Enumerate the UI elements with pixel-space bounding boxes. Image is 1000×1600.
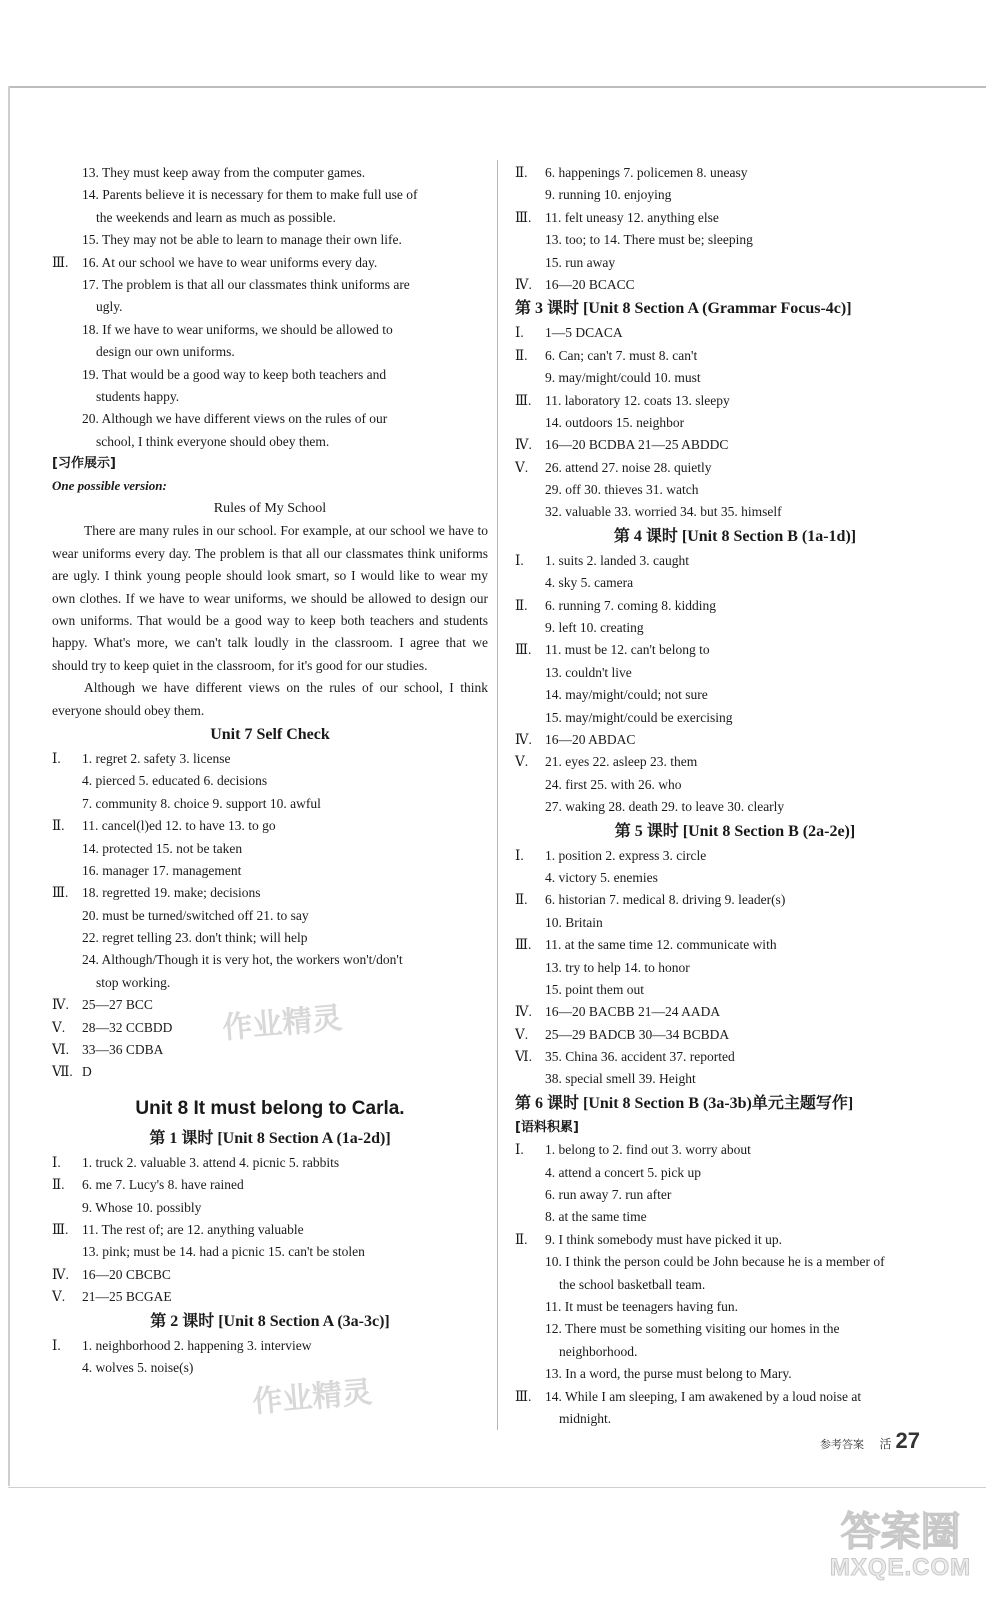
answer-text: 15. run away (545, 254, 616, 270)
section-numeral: Ⅶ. (52, 1064, 73, 1080)
answer-text: 11. It must be teenagers having fun. (545, 1298, 738, 1314)
answer-line (515, 1206, 955, 1228)
answer-line (515, 867, 955, 889)
answer-text: 11. cancel(l)ed 12. to have 13. to go (82, 818, 276, 834)
answer-line (52, 1152, 488, 1174)
answer-text: 17. The problem is that all our classmates think uniforms are (82, 276, 410, 292)
answer-line (52, 793, 488, 815)
section-numeral: Ⅳ. (52, 997, 69, 1013)
section-numeral: Ⅵ. (52, 1042, 69, 1058)
footer-activity: 活 (879, 1437, 892, 1451)
answer-text: 26. attend 27. noise 28. quietly (545, 459, 712, 475)
self-check-heading: Unit 7 Self Check (210, 725, 330, 743)
answer-line (515, 774, 955, 796)
answer-line (515, 162, 955, 184)
answer-text: 6. Can; can't 7. must 8. can't (545, 347, 698, 363)
answer-text: 28—32 CCBDD (82, 1019, 173, 1035)
answer-line (515, 1001, 955, 1023)
answer-text: school, I think everyone should obey them. (96, 433, 330, 449)
section-numeral: Ⅱ. (515, 347, 528, 363)
answer-line (515, 1068, 955, 1090)
answer-text: 13. try to help 14. to honor (545, 959, 690, 975)
section-numeral: Ⅱ. (52, 1177, 65, 1193)
answer-list (52, 162, 488, 453)
answer-text: 14. may/might/could; not sure (545, 687, 708, 703)
answer-text: 11. felt uneasy 12. anything else (545, 209, 719, 225)
answer-line (515, 729, 955, 751)
site-logo (808, 1500, 993, 1592)
lesson-heading: 第 2 课时 [Unit 8 Section A (3a-3c)] (150, 1312, 390, 1330)
answer-line (52, 927, 488, 949)
answer-text: 16. At our school we have to wear uniforms every day. (82, 254, 378, 270)
answer-line (515, 979, 955, 1001)
answer-text: 1. position 2. express 3. circle (545, 847, 707, 863)
answer-line (52, 229, 488, 251)
answer-line (52, 882, 488, 904)
section-numeral: Ⅰ. (52, 1337, 61, 1353)
watermark: 作业精灵 (221, 1000, 344, 1047)
answer-text: 11. laboratory 12. coats 13. sleepy (545, 392, 730, 408)
answer-list (52, 1335, 488, 1380)
answer-line (515, 550, 955, 572)
answer-line (515, 434, 955, 456)
lesson-heading: 第 4 课时 [Unit 8 Section B (1a-1d)] (613, 527, 857, 545)
answer-line (515, 1386, 955, 1408)
section-numeral: Ⅳ. (515, 731, 532, 747)
answer-text: 6. happenings 7. policemen 8. uneasy (545, 165, 748, 180)
section-numeral: Ⅴ. (515, 754, 529, 770)
answer-line (515, 252, 955, 274)
answer-text: D (82, 1064, 92, 1080)
answer-line (52, 408, 488, 430)
answer-text: 1. regret 2. safety 3. license (82, 750, 231, 766)
answer-line (515, 617, 955, 639)
answer-text: 9. I think somebody must have picked it up. (545, 1231, 782, 1247)
answer-text: the weekends and learn as much as possible. (96, 209, 336, 225)
answer-text: 10. Britain (545, 914, 603, 930)
answer-text: 13. pink; must be 14. had a picnic 15. can't be stolen (82, 1244, 365, 1260)
answer-text: 13. They must keep away from the computer games. (82, 165, 366, 180)
answer-line (515, 1274, 955, 1296)
answer-line (515, 1229, 955, 1251)
answer-text: neighborhood. (559, 1343, 638, 1359)
answer-line (515, 1139, 955, 1161)
logo-text: 答案圈 (840, 1509, 961, 1555)
section-numeral: Ⅳ. (52, 1266, 69, 1282)
answer-line (52, 838, 488, 860)
footer-label: 参考答案 (820, 1438, 864, 1451)
answer-text: 9. Whose 10. possibly (82, 1199, 202, 1215)
section-numeral: Ⅲ. (52, 885, 69, 901)
answer-text: 16—20 BCDBA 21—25 ABDDC (545, 437, 729, 453)
answer-text: 9. running 10. enjoying (545, 187, 672, 203)
answer-text: 10. I think the person could be John because he is a member of (545, 1254, 885, 1270)
section-numeral: Ⅲ. (515, 1388, 532, 1404)
section-numeral: Ⅲ. (515, 209, 532, 225)
answer-text: ugly. (96, 299, 123, 315)
answer-line (52, 431, 488, 453)
answer-line (52, 1197, 488, 1219)
answer-text: 4. attend a concert 5. pick up (545, 1164, 701, 1180)
answer-line (52, 748, 488, 770)
answer-text: 24. first 25. with 26. who (545, 776, 682, 792)
answer-text: 16—20 BACBB 21—24 AADA (545, 1004, 721, 1020)
version-label: One possible version: (52, 478, 167, 494)
section-numeral: Ⅳ. (515, 1004, 532, 1020)
answer-text: 15. point them out (545, 981, 644, 997)
answer-line (515, 912, 955, 934)
answer-line (52, 972, 488, 994)
answer-line (52, 162, 488, 184)
answer-text: 21—25 BCGAE (82, 1289, 172, 1305)
answer-list (515, 1139, 955, 1430)
right-column (515, 162, 955, 1430)
answer-text: 32. valuable 33. worried 34. but 35. himself (545, 504, 782, 520)
unit-heading: Unit 8 It must belong to Carla. (135, 1097, 405, 1119)
answer-text: 15. They may not be able to learn to manage their own life. (82, 232, 402, 248)
answer-text: 18. regretted 19. make; decisions (82, 885, 261, 901)
page-footer (820, 1428, 920, 1454)
answer-text: stop working. (96, 974, 171, 990)
answer-line (52, 296, 488, 318)
answer-text: students happy. (96, 388, 180, 404)
answer-text: 4. wolves 5. noise(s) (82, 1359, 194, 1375)
lesson-heading: 第 3 课时 [Unit 8 Section A (Grammar Focus-4c)] (515, 300, 852, 318)
answer-list (515, 550, 955, 819)
answer-text: 13. too; to 14. There must be; sleeping (545, 232, 753, 248)
answer-line (515, 1318, 955, 1340)
answer-text: 4. sky 5. camera (545, 575, 634, 591)
section-numeral: Ⅴ. (515, 459, 529, 475)
answer-text: 16—20 BCACC (545, 276, 635, 292)
answer-text: 27. waking 28. death 29. to leave 30. clearly (545, 799, 785, 815)
answer-text: 6. run away 7. run after (545, 1187, 672, 1203)
answer-line (515, 572, 955, 594)
answer-line (52, 274, 488, 296)
bottom-rule (8, 1487, 986, 1488)
answer-text: 14. outdoors 15. neighbor (545, 414, 685, 430)
section-numeral: Ⅲ. (515, 642, 532, 658)
answer-line (515, 501, 955, 523)
section-numeral: Ⅴ. (515, 1026, 529, 1042)
page-number: 27 (895, 1428, 920, 1453)
answer-line (515, 184, 955, 206)
answer-text: 1. suits 2. landed 3. caught (545, 552, 689, 568)
answer-text: 14. While I am sleeping, I am awakened by a loud noise at (545, 1388, 862, 1404)
answer-text: 18. If we have to wear uniforms, we should be allowed to (82, 321, 393, 337)
section-numeral: Ⅳ. (515, 437, 532, 453)
section-numeral: Ⅰ. (515, 552, 524, 568)
answer-line (515, 684, 955, 706)
answer-text: 13. couldn't live (545, 664, 632, 680)
answer-line (52, 364, 488, 386)
answer-line (515, 1251, 955, 1273)
section-numeral: Ⅲ. (52, 1221, 69, 1237)
answer-line (515, 1408, 955, 1430)
answer-text: 33—36 CDBA (82, 1042, 164, 1058)
answer-text: 20. Although we have different views on the rules of our (82, 411, 388, 427)
answer-text: 4. victory 5. enemies (545, 869, 658, 885)
section-numeral: Ⅳ. (515, 276, 532, 292)
lesson-heading: 第 6 课时 [Unit 8 Section B (3a-3b)单元主题写作] (515, 1094, 854, 1112)
section-numeral: Ⅰ. (515, 847, 524, 863)
answer-text: 1. neighborhood 2. happening 3. interview (82, 1337, 312, 1353)
answer-line (515, 479, 955, 501)
section-numeral: Ⅴ. (52, 1289, 66, 1305)
answer-line (52, 1241, 488, 1263)
answer-line (515, 1162, 955, 1184)
answer-text: 1. belong to 2. find out 3. worry about (545, 1142, 751, 1158)
section-numeral: Ⅰ. (515, 1142, 524, 1158)
corpus-section-label: [语料积累] (515, 1119, 579, 1135)
section-numeral: Ⅰ. (52, 1154, 61, 1170)
answer-line (52, 252, 488, 274)
answer-line (515, 595, 955, 617)
answer-line (52, 770, 488, 792)
answer-text: 11. The rest of; are 12. anything valuable (82, 1221, 304, 1237)
answer-text: 1. truck 2. valuable 3. attend 4. picnic 5. rabbits (82, 1154, 340, 1170)
section-numeral: Ⅰ. (52, 750, 61, 766)
answer-text: 7. community 8. choice 9. support 10. awful (82, 795, 321, 811)
section-numeral: Ⅲ. (515, 392, 532, 408)
answer-text: 35. China 36. accident 37. reported (545, 1049, 735, 1065)
answer-text: 14. protected 15. not be taken (82, 840, 243, 856)
answer-text: 19. That would be a good way to keep both teachers and (82, 366, 387, 382)
writing-section-label: [习作展示] (52, 456, 116, 472)
section-numeral: Ⅱ. (515, 1231, 528, 1247)
answer-text: 29. off 30. thieves 31. watch (545, 482, 699, 498)
answer-text: 24. Although/Though it is very hot, the workers won't/don't (82, 952, 403, 968)
answer-text: 4. pierced 5. educated 6. decisions (82, 773, 268, 789)
section-numeral: Ⅵ. (515, 1049, 532, 1065)
section-numeral: Ⅱ. (515, 892, 528, 908)
answer-text: the school basketball team. (559, 1276, 706, 1292)
answer-text: 22. regret telling 23. don't think; will help (82, 930, 308, 946)
section-numeral: Ⅱ. (515, 597, 528, 613)
answer-list (515, 162, 955, 296)
answer-text: 12. There must be something visiting our homes in the (545, 1321, 840, 1337)
answer-line (52, 1219, 488, 1241)
section-numeral: Ⅲ. (52, 254, 69, 270)
section-numeral: Ⅴ. (52, 1019, 66, 1035)
answer-text: 38. special smell 39. Height (545, 1071, 696, 1087)
answer-line (515, 367, 955, 389)
answer-text: 6. running 7. coming 8. kidding (545, 597, 716, 613)
answer-line (52, 1174, 488, 1196)
answer-line (52, 386, 488, 408)
answer-line (515, 412, 955, 434)
answer-line (515, 322, 955, 344)
section-numeral: Ⅱ. (52, 818, 65, 834)
answer-text: midnight. (559, 1410, 612, 1426)
answer-line (52, 319, 488, 341)
answer-text: 11. must be 12. can't belong to (545, 642, 710, 658)
answer-line (515, 390, 955, 412)
essay-paragraph: There are many rules in our school. For example, at our school we have to wear uniforms every day. The problem is that all our classmates think uniforms are ugly. I think young people should look smart, so I would like to wear my own clothes. If we have to wear uniforms, we should be allowed to design our own uniforms. That would be a good way to keep both teachers and students happy. What's more, we can't talk loudly in the classroom. I agree that we should try to keep quiet in the classroom, for it's good for our studies. (52, 523, 488, 673)
answer-text: 25—29 BADCB 30—34 BCBDA (545, 1026, 730, 1042)
answer-line (52, 1335, 488, 1357)
answer-text: 15. may/might/could be exercising (545, 709, 733, 725)
answer-line (515, 1296, 955, 1318)
lesson-heading: 第 5 课时 [Unit 8 Section B (2a-2e)] (614, 822, 856, 840)
answer-line (515, 1024, 955, 1046)
answer-text: 1—5 DCACA (545, 325, 623, 341)
lesson-heading: 第 1 课时 [Unit 8 Section A (1a-2d)] (149, 1129, 391, 1147)
answer-line (515, 957, 955, 979)
answer-line (52, 184, 488, 206)
answer-text: 6. historian 7. medical 8. driving 9. leader(s) (545, 892, 786, 908)
answer-text: 16—20 CBCBC (82, 1266, 171, 1282)
answer-line (515, 889, 955, 911)
answer-line (515, 274, 955, 296)
answer-list (515, 845, 955, 1091)
answer-line (515, 796, 955, 818)
section-numeral: Ⅱ. (515, 165, 528, 180)
section-numeral: Ⅲ. (515, 937, 532, 953)
answer-line (52, 815, 488, 837)
answer-text: 8. at the same time (545, 1209, 647, 1225)
answer-text: 6. me 7. Lucy's 8. have rained (82, 1177, 244, 1193)
answer-line (515, 639, 955, 661)
answer-text: 16. manager 17. management (82, 862, 242, 878)
answer-line (52, 341, 488, 363)
answer-line (52, 905, 488, 927)
essay-title: Rules of My School (213, 500, 327, 516)
answer-text: 16—20 ABDAC (545, 731, 636, 747)
answer-text: 21. eyes 22. asleep 23. them (545, 754, 698, 770)
answer-text: 13. In a word, the purse must belong to Mary. (545, 1366, 792, 1382)
answer-line (515, 934, 955, 956)
answer-line (515, 1046, 955, 1068)
answer-line (52, 949, 488, 971)
answer-line (515, 345, 955, 367)
left-column (52, 162, 488, 1379)
answer-line (515, 751, 955, 773)
section-numeral: Ⅰ. (515, 325, 524, 341)
answer-line (515, 707, 955, 729)
answer-line (52, 207, 488, 229)
left-rule (8, 86, 10, 1486)
essay-paragraph: Although we have different views on the rules of our school, I think everyone should obey them. (52, 680, 488, 718)
column-divider (497, 160, 498, 1430)
answer-line (515, 662, 955, 684)
answer-line (515, 207, 955, 229)
answer-list (52, 1152, 488, 1309)
answer-line (515, 1184, 955, 1206)
answer-text: 14. Parents believe it is necessary for them to make full use of (82, 187, 418, 203)
answer-line (515, 1363, 955, 1385)
answer-line (515, 457, 955, 479)
answer-list (515, 322, 955, 524)
answer-text: 9. left 10. creating (545, 620, 644, 636)
answer-line (515, 1341, 955, 1363)
watermark: 作业精灵 (251, 1374, 374, 1421)
answer-text: 11. at the same time 12. communicate with (545, 937, 777, 953)
answer-line (52, 1264, 488, 1286)
answer-text: 20. must be turned/switched off 21. to say (82, 907, 309, 923)
top-rule (8, 86, 986, 88)
answer-line (515, 845, 955, 867)
answer-text: 25—27 BCC (82, 997, 153, 1013)
answer-line (515, 229, 955, 251)
answer-text: design our own uniforms. (96, 344, 235, 360)
logo-url: MXQE.COM (829, 1554, 972, 1581)
answer-line (52, 1061, 488, 1083)
answer-line (52, 860, 488, 882)
answer-text: 9. may/might/could 10. must (545, 370, 701, 386)
answer-line (52, 1286, 488, 1308)
